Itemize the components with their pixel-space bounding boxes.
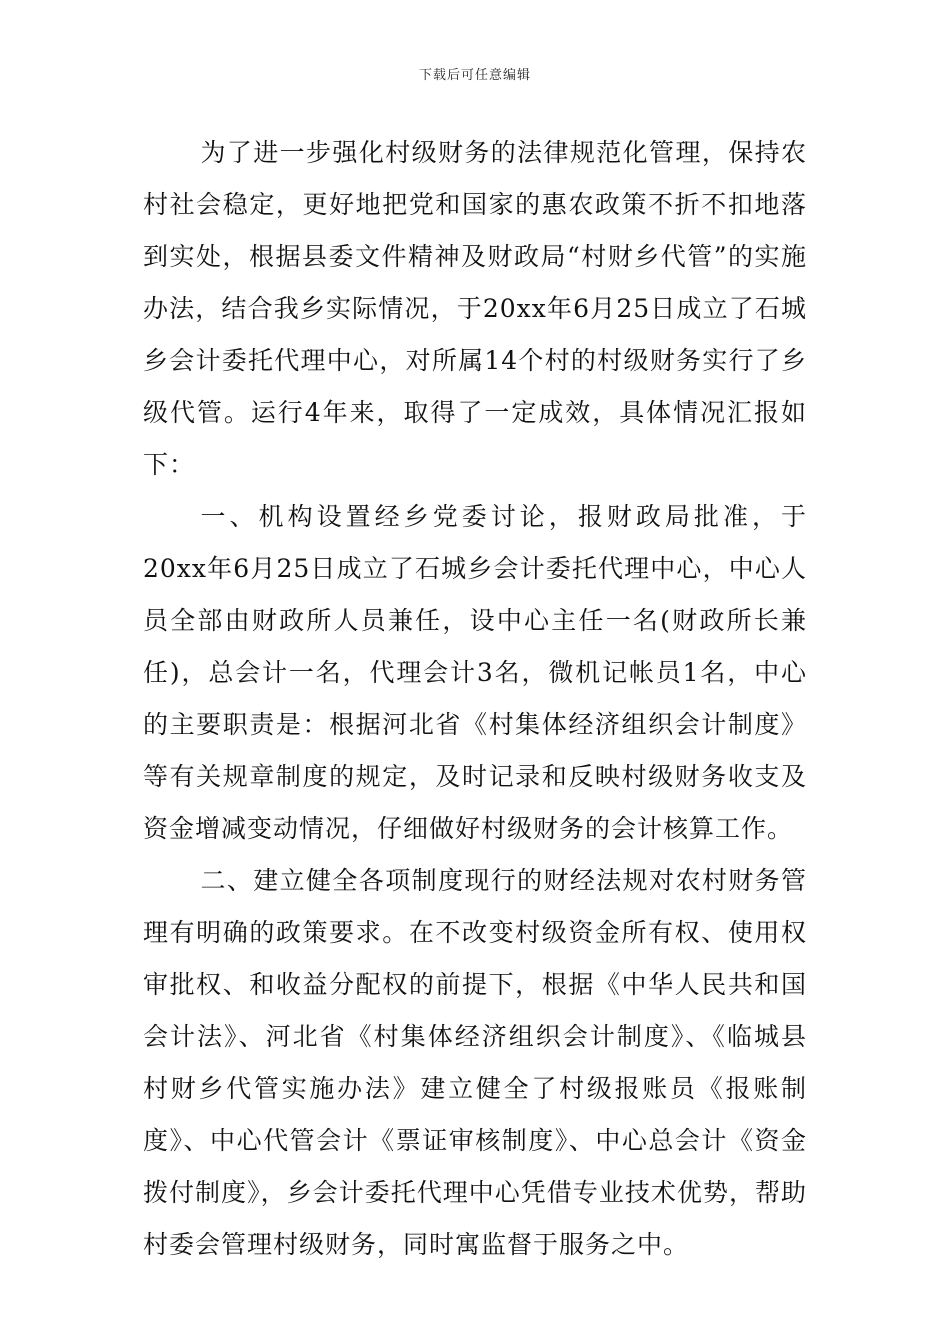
paragraph-section-1: 一、机构设置经乡党委讨论，报财政局批准，于20xx年6月25日成立了石城乡会计委托代理中心，中心人员全部由财政所人员兼任，设中心主任一名(财政所长兼任)，总会计一名，代理会计3名，微机记帐员1名，中心的主要职责是：根据河北省《村集体经济组织会计制度》等有关规章制度的规定，及时记录和反映村级财务收支及资金增减变动情况，仔细做好村级财务的会计核算工作。 xyxy=(143,502,807,843)
paragraph-section-2: 二、建立健全各项制度现行的财经法规对农村财务管理有明确的政策要求。在不改变村级资金所有权、使用权审批权、和收益分配权的前提下，根据《中华人民共和国会计法》、河北省《村集体经济组织会计制度》、《临城县村财乡代管实施办法》建立健全了村级报账员《报账制度》、中心代管会计《票证审核制度》、中心总会计《资金拨付制度》，乡会计委托代理中心凭借专业技术优势，帮助村委会管理村级财务，同时寓监督于服务之中。 xyxy=(143,866,807,1259)
document-body xyxy=(143,127,807,1271)
paragraph-intro: 为了进一步强化村级财务的法律规范化管理，保持农村社会稳定，更好地把党和国家的惠农政策不折不扣地落到实处，根据县委文件精神及财政局“村财乡代管”的实施办法，结合我乡实际情况，于20xx年6月25日成立了石城乡会计委托代理中心，对所属14个村的村级财务实行了乡级代管。运行4年来，取得了一定成效，具体情况汇报如下： xyxy=(143,138,807,479)
page-header: 下载后可任意编辑 xyxy=(418,68,531,83)
